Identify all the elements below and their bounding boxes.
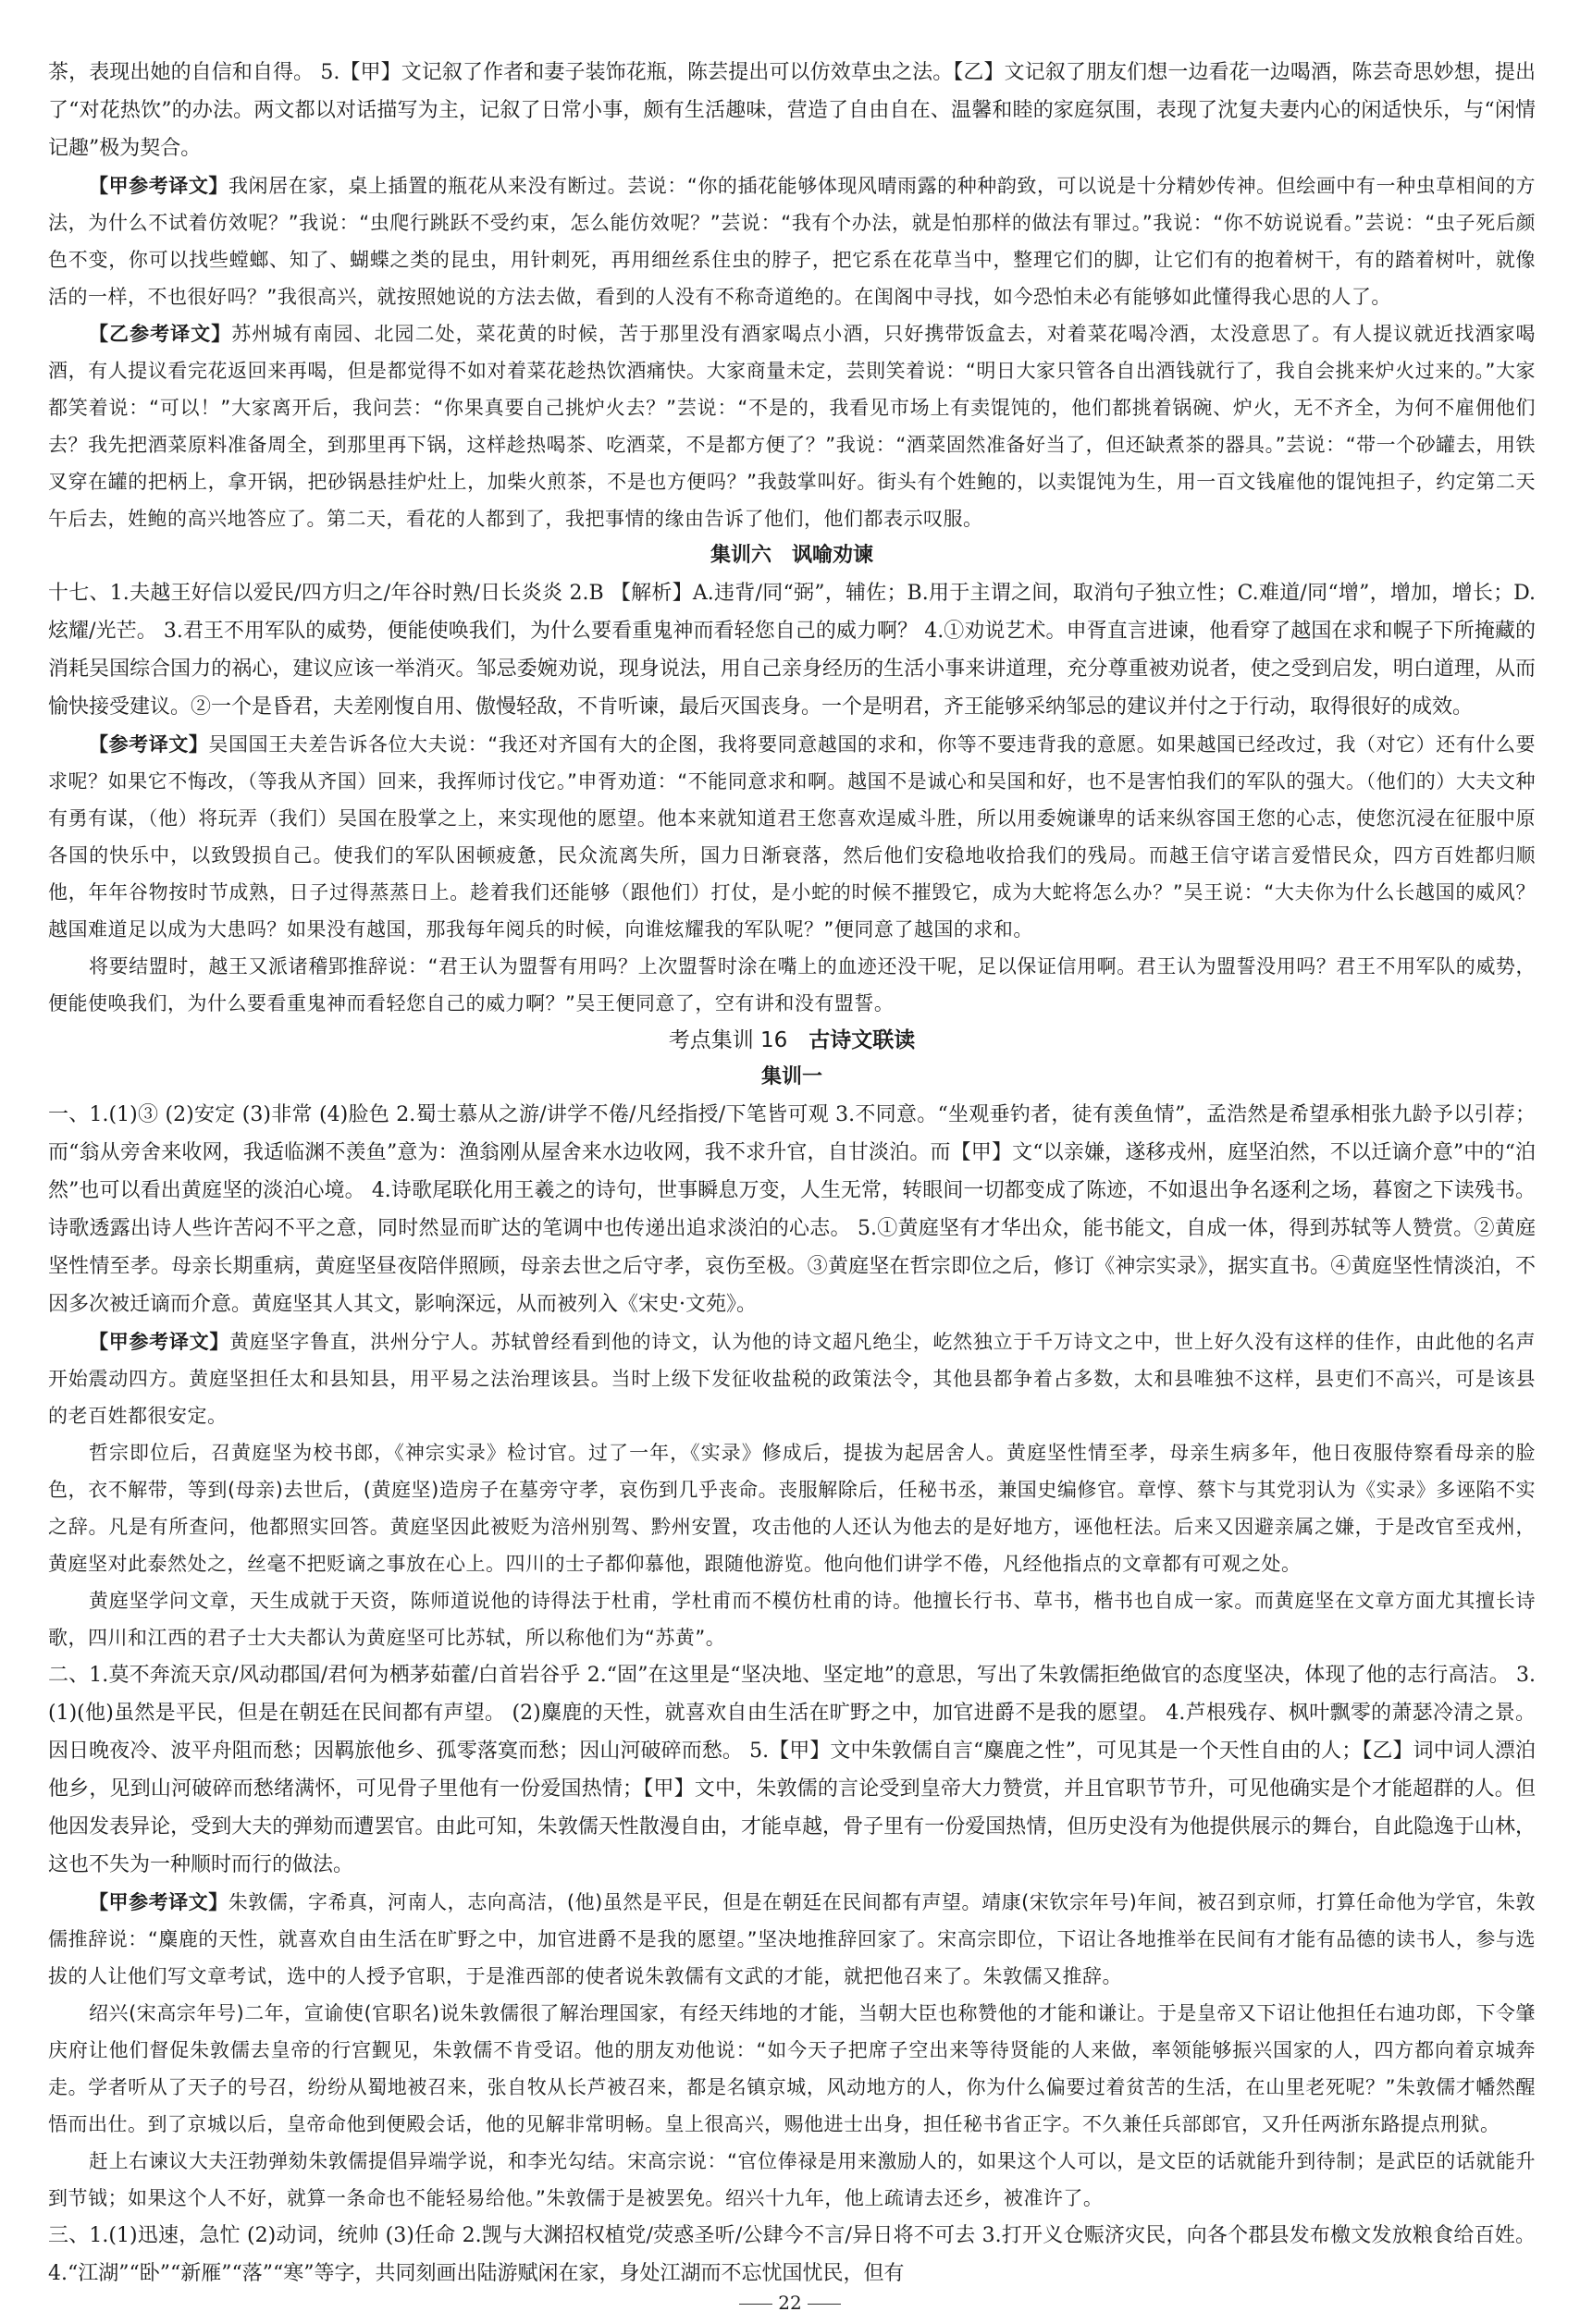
answer-paragraph (48, 2217, 1536, 2293)
translation-paragraph (48, 167, 1536, 315)
answer-paragraph (48, 1656, 1536, 1884)
answer-paragraph (48, 574, 1536, 726)
paragraph-text: 黄庭坚字鲁直，洪州分宁人。苏轼曾经看到他的诗文，认为他的诗文超凡绝尘，屹然独立于千万诗文之中，世上好久没有这样的佳作，由此他的名声开始震动四方。黄庭坚担任太和县知县，用平易之法治理该县。当时上级下发征收盐税的政策法令，其他县都争着占多数，太和县唯独不这样，县吏们不高兴，可是该县的老百姓都很安定。 (48, 1331, 1536, 1427)
translation-label: 【乙参考译文】 (89, 323, 232, 345)
page-number-left-dash (739, 2304, 772, 2305)
answer-paragraph (48, 54, 1536, 167)
topic-heading (48, 1022, 1536, 1059)
paragraph-text: 我闲居在家，桌上插置的瓶花从来没有断过。芸说：“你的插花能够体现风晴雨露的种种韵致，可以说是十分精妙传神。但绘画中有一种虫草相间的方法，为什么不试着仿效呢？”我说：“虫爬行跳跃不受约束，怎么能仿效呢？”芸说：“我有个办法，就是怕那样的做法有罪过。”我说：“你不妨说说看。”芸说：“虫子死后颜色不变，你可以找些螳螂、知了、蝴蝶之类的昆虫，用针刺死，再用细丝系住虫的脖子，把它系在花草当中，整理它们的脚，让它们有的抱着树干，有的踏着树叶，就像活的一样，不也很好吗？”我很高兴，就按照她说的方法去做，看到的人没有不称奇道绝的。在闺阁中寻找，如今恐怕未必有能够如此懂得我心思的人了。 (48, 175, 1537, 308)
paragraph-text: 二、1.莫不奔流天京/风动郡国/君何为栖茅茹藿/白首岩谷乎 2.“固”在这里是“坚决地、坚定地”的意思，写出了朱敦儒拒绝做官的态度坚决，体现了他的志行高洁。 3.(1)(他)虽然是平民，但是在朝廷在民间都有声望。 (2)麋鹿的天性，就喜欢自由生活在旷野之中，加官进爵不是我的愿望。 4.芦根残存、枫叶飘零的萧瑟冷清之景。因日晚夜冷、波平舟阻而愁；因羁旅他乡、孤零落寞而愁；因山河破碎而愁。 5.【甲】文中朱敦儒自言“麋鹿之性”，可见其是一个天性自由的人；【乙】词中词人漂泊他乡，见到山河破碎而愁绪满怀，可见骨子里他有一份爱国热情；【甲】文中，朱敦儒的言论受到皇帝大力赞赏，并且官职节节升，可见他确实是个才能超群的人。但他因发表异论，受到大夫的弹劾而遭罢官。由此可知，朱敦儒天性散漫自由，才能卓越，骨子里有一份爱国热情，但历史没有为他提供展示的舞台，自此隐逸于山林，这也不失为一种顺时而行的做法。 (48, 1664, 1536, 1876)
translation-paragraph (48, 948, 1536, 1022)
paragraph-text: 十七、1.夫越王好信以爱民/四方归之/年谷时熟/日长炎炎 2.B 【解析】A.违背/同“弼”，辅佐；B.用于主谓之间，取消句子独立性；C.难道/同“增”，增加，增长；D.炫耀/光芒。 3.君王不用军队的威势，便能使唤我们，为什么要看重鬼神而看轻您自己的威力啊？ 4.①劝说艺术。申胥直言进谏，他看穿了越国在求和幌子下所掩藏的消耗吴国综合国力的祸心，建议应该一举消灭。邹忌委婉劝说，现身说法，用自己亲身经历的生活小事来讲道理，充分尊重被劝说者，使之受到启发，明白道理，从而愉快接受建议。②一个是昏君，夫差刚愎自用、傲慢轻敌，不肯听谏，最后灭国丧身。一个是明君，齐王能够采纳邹忌的建议并付之于行动，取得很好的成效。 (48, 582, 1536, 719)
section-heading: 集训六 讽喻劝谏 (710, 544, 873, 567)
translation-label: 【甲参考译文】 (89, 175, 228, 197)
paragraph-text: 三、1.(1)迅速，急忙 (2)动词，统帅 (3)任命 2.觊与大渊招权植党/荧惑圣听/公肆今不言/异日将不可去 3.打开义仓赈济灾民，向各个郡县发布檄文发放粮食给百姓。 4.“江湖”“卧”“新雁”“落”“寒”等字，共同刻画出陆游赋闲在家，身处江湖而不忘忧国忧民，但有 (48, 2224, 1536, 2285)
page-number (0, 2292, 1580, 2314)
translation-label: 【甲参考译文】 (89, 1331, 230, 1353)
paragraph-text: 绍兴(宋高宗年号)二年，宣谕使(官职名)说朱敦儒很了解治理国家，有经天纬地的才能，当朝大臣也称赞他的才能和谦让。于是皇帝又下诏让他担任右迪功郎，下令肇庆府让他们督促朱敦儒去皇帝的行宫觐见，朱敦儒不肯受诏。他的朋友劝他说：“如今天子把席子空出来等待贤能的人来做，率领能够振兴国家的人，四方都向着京城奔走。学者听从了天子的号召，纷纷从蜀地被召来，张自牧从长芦被召来，都是名镇京城，风动地方的人，你为什么偏要过着贫苦的生活，在山里老死呢？”朱敦儒才幡然醒悟而出仕。到了京城以后，皇帝命他到便殿会话，他的见解非常明畅。皇上很高兴，赐他进士出身，担任秘书省正字。不久兼任兵部郎官，又升任两浙东路提点刑狱。 (48, 2002, 1536, 2135)
page-number-right-dash (808, 2304, 841, 2305)
translation-paragraph (48, 315, 1536, 537)
page-number-text: 22 (778, 2292, 802, 2314)
translation-label: 【参考译文】 (89, 733, 209, 756)
paragraph-text: 一、1.(1)③ (2)安定 (3)非常 (4)脸色 2.蜀士慕从之游/讲学不倦/凡经指授/下笔皆可观 3.不同意。“坐观垂钓者，徒有羡鱼情”，孟浩然是希望承相张九龄予以引荐；而“翁从旁舍来收网，我适临渊不羡鱼”意为：渔翁刚从屋舍来水边收网，我不求升官，自甘淡泊。而【甲】文“以亲嫌，遂移戎州，庭坚泊然，不以迁谪介意”中的“泊然”也可以看出黄庭坚的淡泊心境。 4.诗歌尾联化用王羲之的诗句，世事瞬息万变，人生无常，转眼间一切都变成了陈迹，不如退出争名逐利之场，暮窗之下读残书。诗歌透露出诗人些许苦闷不平之意，同时然显而旷达的笔调中也传递出追求淡泊的心志。 5.①黄庭坚有才华出众，能书能文，自成一体，得到苏轼等人赞赏。②黄庭坚性情至孝。母亲长期重病，黄庭坚昼夜陪伴照顾，母亲去世之后守孝，哀伤至极。③黄庭坚在哲宗即位之后，修订《神宗实录》，据实直书。④黄庭坚性情淡泊，不因多次被迁谪而介意。黄庭坚其人其文，影响深远，从而被列入《宋史·文苑》。 (48, 1103, 1536, 1316)
answer-paragraph (48, 1096, 1536, 1323)
paragraph-text: 朱敦儒，字希真，河南人，志向高洁，(他)虽然是平民，但是在朝廷在民间都有声望。靖康(宋钦宗年号)年间，被召到京师，打算任命他为学官，朱敦儒推辞说：“麋鹿的天性，就喜欢自由生活在旷野之中，加官进爵不是我的愿望。”坚决地推辞回家了。宋高宗即位，下诏让各地推举在民间有才能有品德的读书人，参与选拔的人让他们写文章考试，选中的人授予官职，于是淮西部的使者说朱敦儒有文武的才能，就把他召来了。朱敦儒又推辞。 (48, 1891, 1537, 1987)
section-heading: 集训一 (760, 1065, 822, 1088)
paragraph-text: 赶上右谏议大夫汪勃弹劾朱敦儒提倡异端学说，和李光勾结。宋高宗说：“官位俸禄是用来激励人的，如果这个人可以，是文臣的话就能升到待制；是武臣的话就能升到节钺；如果这个人不好，就算一条命也不能轻易给他。”朱敦儒于是被罢免。绍兴十九年，他上疏请去还乡，被准许了。 (48, 2150, 1536, 2209)
translation-paragraph (48, 726, 1536, 948)
translation-paragraph (48, 1884, 1536, 1995)
paragraph-text: 吴国国王夫差告诉各位大夫说：“我还对齐国有大的企图，我将要同意越国的求和，你等不要违背我的意愿。如果越国已经改过，我（对它）还有什么要求呢？如果它不悔改，（等我从齐国）回来，我挥师讨伐它。”申胥劝道：“不能同意求和啊。越国不是诚心和吴国和好，也不是害怕我们的军队的强大。（他们的）大夫文种有勇有谋，（他）将玩弄（我们）吴国在股掌之上，来实现他的愿望。他本来就知道君王您喜欢逞威斗胜，所以用委婉谦卑的话来纵容国王您的心志，使您沉浸在征服中原各国的快乐中，以致毁损自己。使我们的军队困顿疲惫，民众流离失所，国力日渐衰落，然后他们安稳地收拾我们的残局。而越王信守诺言爱惜民众，四方百姓都归顺他，年年谷物按时节成熟，日子过得蒸蒸日上。趁着我们还能够（跟他们）打仗，是小蛇的时候不摧毁它，成为大蛇将怎么办？”吴王说：“大夫你为什么长越国的威风？越国难道足以成为大患吗？如果没有越国，那我每年阅兵的时候，向谁炫耀我的军队呢？”便同意了越国的求和。 (48, 733, 1537, 941)
translation-paragraph (48, 1434, 1536, 1582)
topic-heading-title: 古诗文联读 (809, 1028, 916, 1052)
paragraph-text: 苏州城有南园、北园二处，菜花黄的时候，苦于那里没有酒家喝点小酒，只好携带饭盒去，对着菜花喝冷酒，太没意思了。有人提议就近找酒家喝酒，有人提议看完花返回来再喝，但是都觉得不如对着菜花趁热饮酒痛快。大家商量未定，芸則笑着说：“明日大家只管各自出酒钱就行了，我自会挑来炉火过来的。”大家都笑着说：“可以！”大家离开后，我问芸：“你果真要自己挑炉火去？”芸说：“不是的，我看见市场上有卖馄饨的，他们都挑着锅碗、炉火，无不齐全，为何不雇佣他们去？我先把酒菜原料准备周全，到那里再下锅，这样趁热喝茶、吃酒菜，不是都方便了？”我说：“酒菜固然准备好当了，但还缺煮茶的器具。”芸说：“带一个砂罐去，用铁叉穿在罐的把柄上，拿开锅，把砂锅悬挂炉灶上，加柴火煎茶，不是也方便吗？”我鼓掌叫好。街头有个姓鲍的，以卖馄饨为生，用一百文钱雇他的馄饨担子，约定第二天午后去，姓鲍的高兴地答应了。第二天，看花的人都到了，我把事情的缘由告诉了他们，他们都表示叹服。 (48, 323, 1536, 530)
translation-paragraph (48, 1323, 1536, 1434)
paragraph-text: 将要结盟时，越王又派诸稽郢推辞说：“君王认为盟誓有用吗？上次盟誓时涂在嘴上的血迹还没干呢，足以保证信用啊。君王认为盟誓没用吗？君王不用军队的威势，便能使唤我们，为什么要看重鬼神而看轻您自己的威力啊？”吴王便同意了，空有讲和没有盟誓。 (48, 955, 1536, 1014)
paragraph-text: 茶，表现出她的自信和自得。 5.【甲】文记叙了作者和妻子装饰花瓶，陈芸提出可以仿效草虫之法。【乙】文记叙了朋友们想一边看花一边喝酒，陈芸奇思妙想，提出了“对花热饮”的办法。两文都以对话描写为主，记叙了日常小事，颇有生活趣味，营造了自由自在、温馨和睦的家庭氛围，表现了沈复夫妻内心的闲适快乐，与“闲情记趣”极为契合。 (48, 61, 1536, 160)
paragraph-text: 黄庭坚学问文章，天生成就于天资，陈师道说他的诗得法于杜甫，学杜甫而不模仿杜甫的诗。他擅长行书、草书，楷书也自成一家。而黄庭坚在文章方面尤其擅长诗歌，四川和江西的君子士大夫都认为黄庭坚可比苏轼，所以称他们为“苏黄”。 (48, 1590, 1536, 1649)
paragraph-text: 哲宗即位后，召黄庭坚为校书郎，《神宗实录》检讨官。过了一年，《实录》修成后，提拔为起居舍人。黄庭坚性情至孝，母亲生病多年，他日夜服侍察看母亲的脸色，衣不解带，等到(母亲)去世后，(黄庭坚)造房子在墓旁守孝，哀伤到几乎丧命。丧服解除后，任秘书丞，兼国史编修官。章惇、蔡卞与其党羽认为《实录》多诬陷不实之辞。凡是有所查问，他都照实回答。黄庭坚因此被贬为涪州别驾、黔州安置，攻击他的人还认为他去的是好地方，诬他枉法。后来又因避亲属之嫌，于是改官至戎州，黄庭坚对此泰然处之，丝毫不把贬谪之事放在心上。四川的士子都仰慕他，跟随他游览。他向他们讲学不倦，凡经他指点的文章都有可观之处。 (48, 1442, 1536, 1575)
document-page (48, 54, 1536, 2293)
translation-paragraph (48, 2143, 1536, 2217)
translation-paragraph (48, 1995, 1536, 2143)
topic-heading-prefix: 考点集训 16 (668, 1028, 809, 1052)
translation-label: 【甲参考译文】 (89, 1891, 228, 1913)
translation-paragraph (48, 1582, 1536, 1656)
